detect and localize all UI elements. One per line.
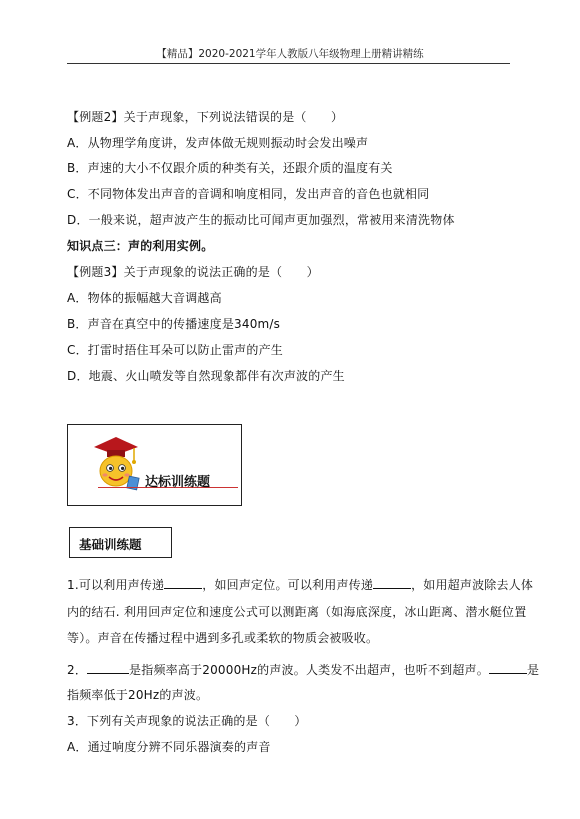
page-header: 【精品】2020-2021学年人教版八年级物理上册精讲精练: [156, 48, 424, 60]
knowledge-point-title: 知识点三：声的利用实例。: [67, 239, 214, 253]
example3-option-c: C．打雷时捂住耳朵可以防止雷声的产生: [67, 343, 283, 357]
question-2-text: 是指频率高于20000Hz的声波。人类发不出超声，也听不到超声。: [129, 663, 489, 677]
example2-option-c: C．不同物体发出声音的音调和响度相同，发出声音的音色也就相同: [67, 187, 430, 201]
question-1-text: 1.可以利用声传递: [67, 578, 165, 592]
example3-option-a: A．物体的振幅越大音调越高: [67, 291, 222, 305]
graduate-mascot-icon: [90, 433, 142, 495]
banner-title: 达标训练题: [145, 475, 211, 490]
answer-blank[interactable]: [87, 661, 129, 674]
question-1-line-2: 内的结石. 利用回声定位和速度公式可以测距离（如海底深度，冰山距离、潜水艇位置: [67, 605, 527, 619]
question-3-option-a: A．通过响度分辨不同乐器演奏的声音: [67, 740, 271, 754]
question-2-text: 2．: [67, 663, 88, 677]
header-divider: [67, 63, 510, 64]
example2-option-d: D．一般来说，超声波产生的振动比可闻声更加强烈，常被用来清洗物体: [67, 213, 455, 227]
answer-blank[interactable]: [164, 576, 202, 589]
example3-stem: 【例题3】关于声现象的说法正确的是（ ）: [67, 265, 319, 279]
question-1-line-1: [67, 576, 533, 593]
question-1-line-3: 等）。声音在传播过程中遇到多孔或柔软的物质会被吸收。: [67, 631, 379, 645]
example2-stem: 【例题2】关于声现象，下列说法错误的是（ ）: [67, 110, 344, 124]
example2-option-a: A．从物理学角度讲，发声体做无规则振动时会发出噪声: [67, 136, 369, 150]
question-2-line-2: 指频率低于20Hz的声波。: [67, 688, 209, 702]
question-3-stem: 3．下列有关声现象的说法正确的是（ ）: [67, 714, 307, 728]
question-1-text: ，如用超声波除去人体: [411, 578, 534, 592]
banner-box: [67, 424, 242, 506]
question-2-line-1: [67, 661, 539, 678]
example3-option-d: D．地震、火山喷发等自然现象都伴有次声波的产生: [67, 369, 345, 383]
section-box: [69, 527, 172, 558]
example3-option-b: B．声音在真空中的传播速度是340m/s: [67, 317, 281, 331]
answer-blank[interactable]: [373, 576, 411, 589]
section-title: 基础训练题: [79, 537, 142, 552]
answer-blank[interactable]: [489, 661, 527, 674]
question-1-text: ，如回声定位。可以利用声传递: [202, 578, 374, 592]
example2-option-b: B．声速的大小不仅跟介质的种类有关，还跟介质的温度有关: [67, 161, 393, 175]
question-2-text: 是: [526, 663, 540, 677]
